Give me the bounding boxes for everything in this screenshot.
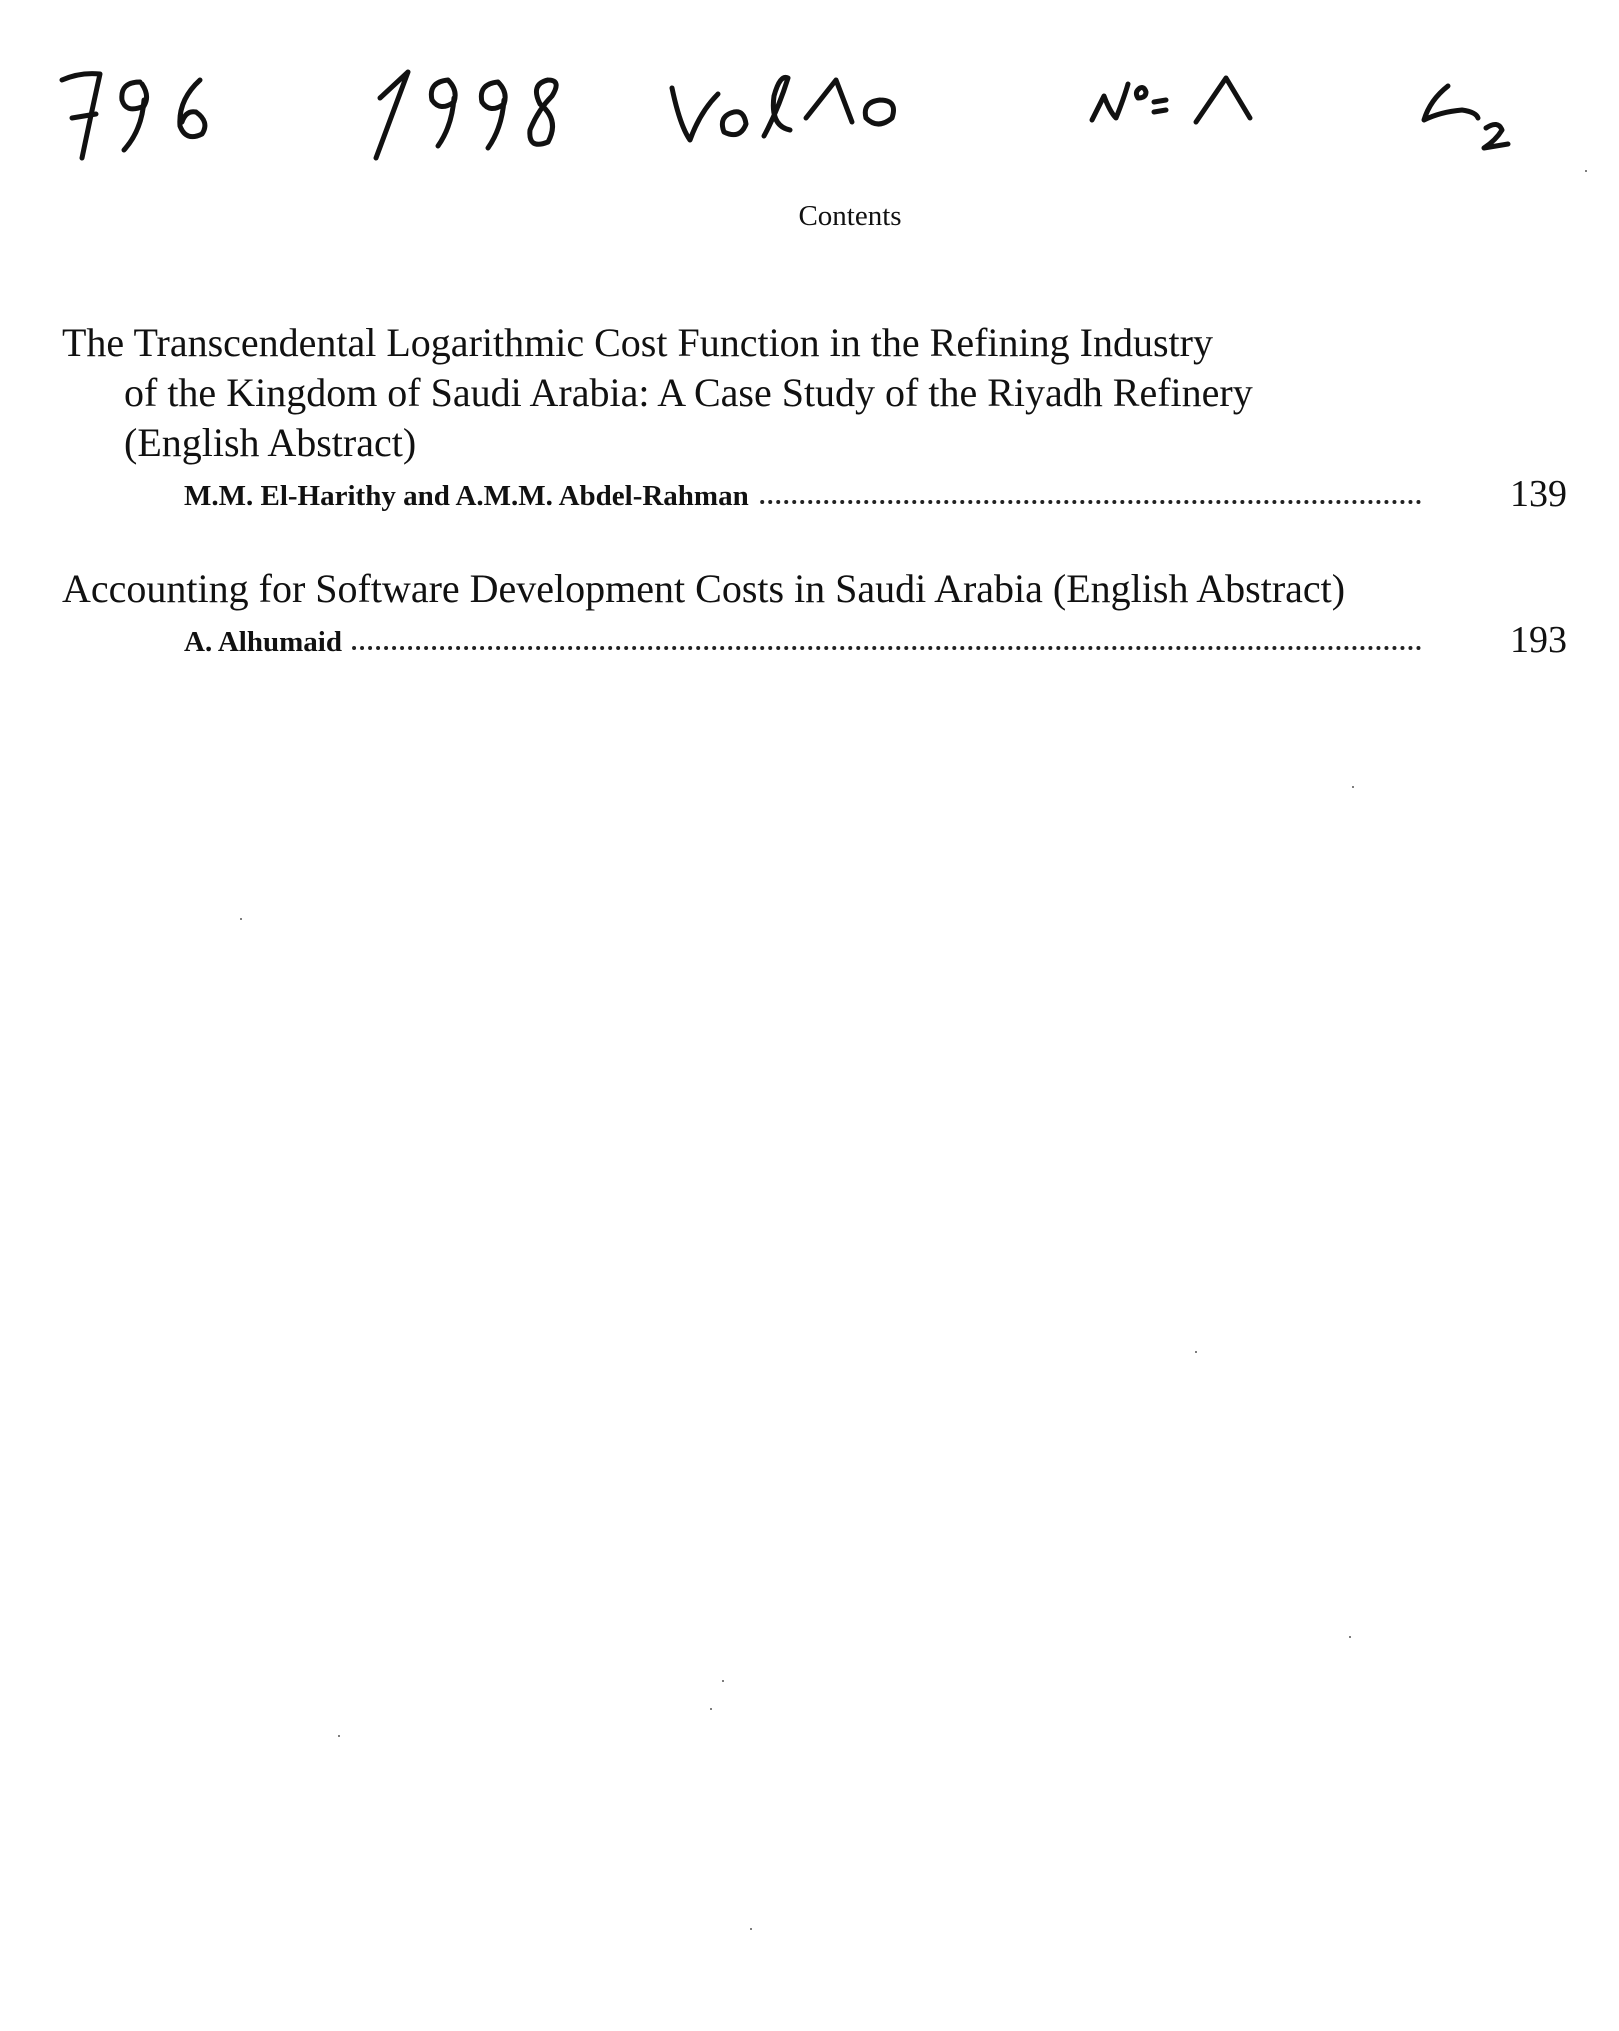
entry-authors: A. Alhumaid <box>184 626 352 659</box>
entry-author-row <box>62 470 1567 520</box>
entry-title-line: The Transcendental Logarithmic Cost Function in the Refining Industry <box>62 320 1213 365</box>
toc-entry <box>62 318 1567 520</box>
scan-speck <box>710 1708 712 1710</box>
entry-author-row <box>62 616 1567 666</box>
page-heading: Contents <box>798 200 902 232</box>
scan-speck <box>240 918 242 920</box>
entry-title <box>62 564 1567 614</box>
entry-title <box>62 318 1567 468</box>
scan-speck <box>1195 1351 1197 1353</box>
dot-leader <box>184 646 1422 650</box>
handwritten-strokes <box>0 0 1619 190</box>
entry-authors: M.M. El-Harithy and A.M.M. Abdel-Rahman <box>184 480 759 513</box>
entry-title-line: Accounting for Software Development Costs in Saudi Arabia (English Abstract) <box>62 566 1346 611</box>
scan-speck <box>1352 786 1354 788</box>
scan-speck <box>722 1680 724 1682</box>
handwritten-annotation <box>0 0 1619 190</box>
scan-speck <box>750 1928 752 1930</box>
entry-page-number: 193 <box>1510 619 1567 661</box>
entry-page-number: 139 <box>1510 473 1567 515</box>
toc-entry <box>62 564 1567 666</box>
scan-speck <box>338 1735 340 1737</box>
entry-title-line: of the Kingdom of Saudi Arabia: A Case Study of the Riyadh Refinery <box>124 370 1253 415</box>
entry-title-line: (English Abstract) <box>124 420 417 465</box>
scan-speck <box>1349 1636 1351 1638</box>
scan-speck <box>1585 170 1587 172</box>
table-of-contents <box>62 318 1567 710</box>
